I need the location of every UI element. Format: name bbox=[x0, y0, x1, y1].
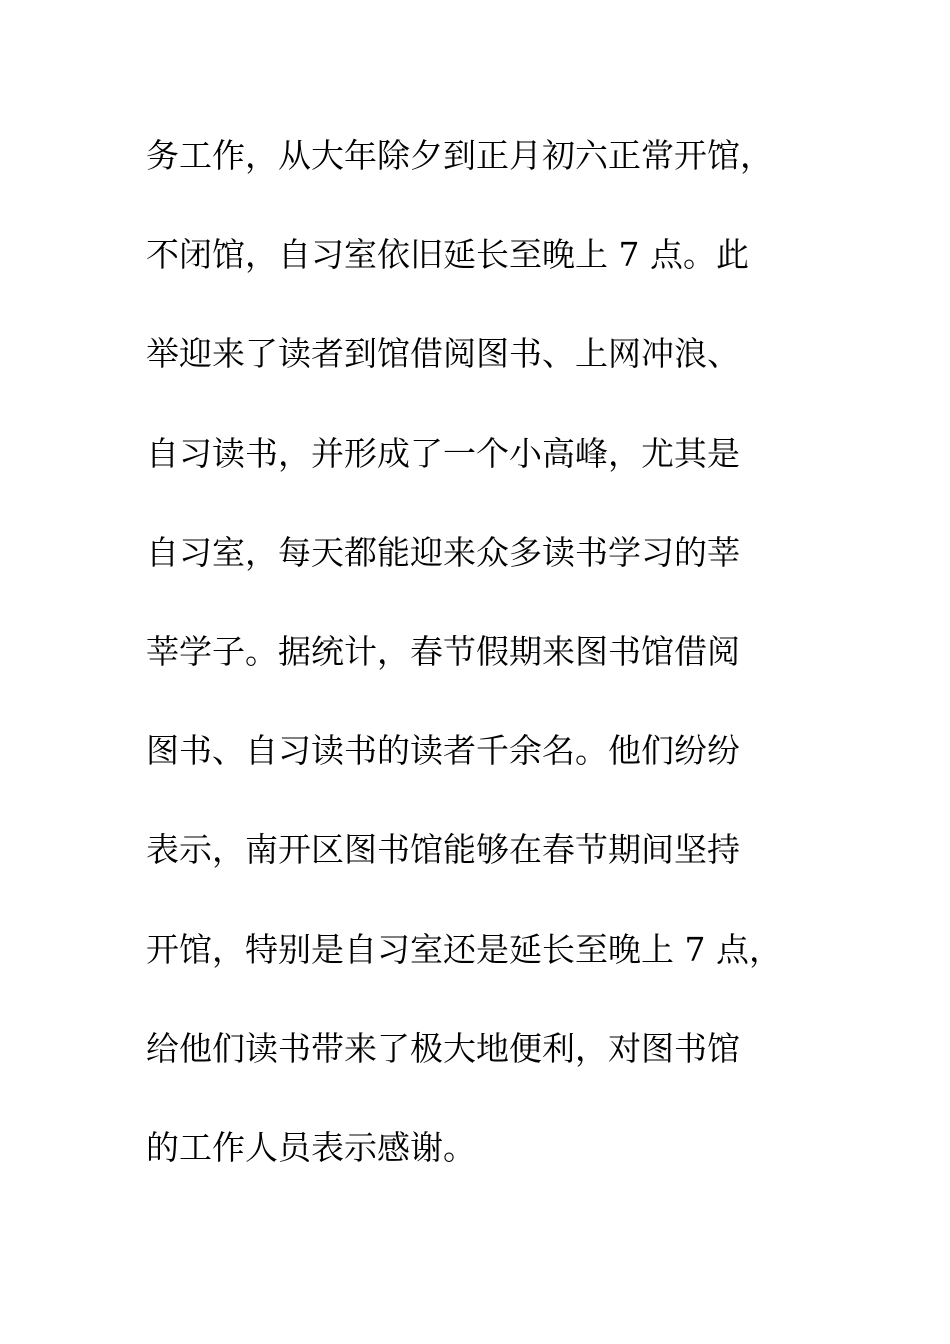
text-line: 举迎来了读者到馆借阅图书、上网冲浪、 bbox=[146, 334, 740, 374]
text-line: 莘学子。据统计，春节假期来图书馆借阅 bbox=[146, 631, 740, 671]
text-line: 自习读书，并形成了一个小高峰，尤其是 bbox=[146, 433, 740, 473]
body-paragraph bbox=[146, 120, 826, 1211]
text-line: 开馆，特别是自习室还是延长至晚上 7 点， bbox=[146, 929, 782, 969]
text-line: 的工作人员表示感谢。 bbox=[146, 1127, 476, 1167]
text-line: 自习室，每天都能迎来众多读书学习的莘 bbox=[146, 532, 740, 572]
text-line: 务工作，从大年除夕到正月初六正常开馆， bbox=[146, 136, 773, 175]
text-line: 不闭馆，自习室依旧延长至晚上 7 点。此 bbox=[146, 235, 749, 275]
text-line: 给他们读书带来了极大地便利，对图书馆 bbox=[146, 1028, 740, 1068]
text-line: 表示，南开区图书馆能够在春节期间坚持 bbox=[146, 830, 740, 870]
text-line: 图书、自习读书的读者千余名。他们纷纷 bbox=[146, 731, 740, 771]
